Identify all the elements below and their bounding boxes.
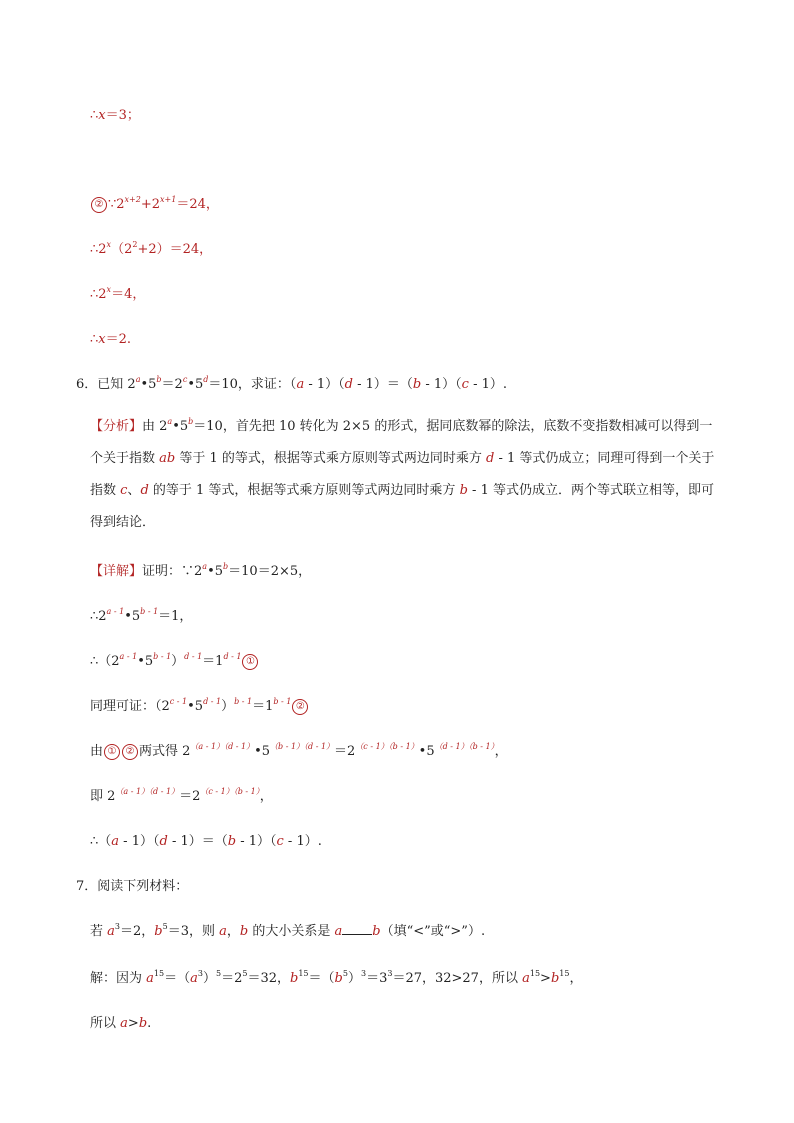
var: a: [107, 924, 115, 939]
exponent: （a - 1）（d - 1）: [190, 742, 255, 751]
text: ）: [347, 971, 361, 986]
text: .: [147, 1016, 152, 1031]
var: x: [98, 108, 106, 123]
text: - 1）（: [421, 377, 462, 392]
exponent: a: [202, 562, 208, 571]
text: - 1）＝（: [352, 377, 413, 392]
exponent: （d - 1）（b - 1）: [434, 742, 495, 751]
text: ∴2: [90, 287, 107, 302]
text: ，: [226, 924, 240, 939]
answer-blank: [342, 922, 372, 935]
text: - 1）（: [236, 834, 277, 849]
exponent: d: [203, 375, 209, 384]
circled-number: ①: [104, 744, 120, 760]
exponent: 5: [162, 922, 168, 931]
text: - 1 等式仍成立；同理可得到一个关于指数: [90, 451, 715, 498]
text: 等于 1 的等式，根据等式乘方原则等式两边同时乘方: [175, 451, 487, 466]
text: ＝2: [179, 789, 201, 804]
exponent: 5: [342, 969, 348, 978]
text: ，: [569, 971, 583, 986]
var: a: [522, 971, 530, 986]
exponent: 2: [132, 240, 138, 249]
exponent: 15: [559, 969, 570, 978]
text: >: [127, 1016, 139, 1031]
text: 的等于 1 等式，根据等式乘方原则等式两边同时乘方: [148, 483, 460, 498]
text: ＝10，求证：（: [208, 377, 297, 392]
q7-title: [76, 875, 188, 894]
text: ∴: [90, 108, 99, 123]
text: 证明：∵2: [142, 564, 203, 579]
var: a: [111, 834, 120, 849]
text: +2: [140, 197, 161, 212]
text: - 1 等式仍成立．两个等式联立相等，即可得到结论．: [90, 483, 714, 530]
question-number: 7．: [76, 879, 98, 894]
var: d: [486, 451, 495, 466]
detail-line-5: [90, 740, 508, 760]
text: ＝32，: [247, 971, 290, 986]
var: c: [276, 834, 284, 849]
text: 即 2: [90, 789, 116, 804]
exponent: 3: [360, 969, 367, 978]
text: ）: [171, 654, 185, 669]
exponent: b: [156, 375, 162, 384]
text: ）: [202, 971, 216, 986]
exponent: 5: [215, 969, 222, 978]
text: 、: [127, 483, 141, 498]
text: ＝1，: [158, 609, 193, 624]
var: a: [219, 924, 227, 939]
text: •5: [207, 564, 224, 579]
text: ＝（: [308, 971, 335, 986]
exponent: c: [182, 375, 188, 384]
var: b: [412, 377, 422, 392]
exponent: x: [106, 240, 112, 249]
var: b: [334, 971, 343, 986]
exponent: （a - 1）（d - 1）: [115, 787, 180, 796]
q6-statement: [76, 373, 507, 392]
var: d: [344, 377, 353, 392]
exponent: b - 1: [234, 697, 253, 706]
var: b: [290, 971, 299, 986]
text: - 1）（: [304, 377, 345, 392]
exponent: （b - 1）（d - 1）: [270, 742, 335, 751]
exponent: x: [106, 285, 112, 294]
text: ＝2: [221, 971, 243, 986]
var: c: [120, 483, 128, 498]
circled-number: ①: [242, 654, 258, 670]
exponent: 15: [529, 969, 541, 978]
text: ＝2，: [120, 924, 155, 939]
exponent: b: [188, 417, 194, 426]
detail-line-3: [90, 650, 259, 670]
var: d: [140, 483, 149, 498]
text: （填“<”或“>”）.: [380, 924, 486, 939]
circled-number: ②: [122, 744, 138, 760]
exponent: b - 1: [140, 607, 159, 616]
exponent: b: [223, 562, 229, 571]
text: •5: [254, 744, 271, 759]
var: a: [190, 971, 198, 986]
text: - 1）＝（: [167, 834, 228, 849]
exponent: b - 1: [273, 697, 292, 706]
exponent: d - 1: [203, 697, 222, 706]
var: c: [461, 377, 469, 392]
var: b: [239, 924, 249, 939]
exponent: a: [167, 417, 173, 426]
text: ＝1: [252, 699, 274, 714]
exponent: （c - 1）（b - 1）: [355, 742, 419, 751]
exponent: d - 1: [223, 652, 242, 661]
analysis-tag: 【分析】: [90, 419, 143, 434]
text: ＝10，首先把 10 转化为 2×5 的形式，据同底数幂的除法，底数不变指数相减可以得到一个关于指数: [90, 419, 713, 466]
text: （2: [111, 242, 133, 257]
exponent: c - 1: [169, 697, 188, 706]
exponent: d - 1: [184, 652, 203, 661]
detail-line-1: [90, 560, 311, 579]
q5-line-4: [90, 283, 145, 302]
text: 同理可证：（2: [90, 699, 170, 714]
text: •5: [172, 419, 189, 434]
q7-material-line-1: [90, 920, 485, 939]
exponent: 5: [242, 969, 248, 978]
exponent: 3: [114, 922, 120, 931]
text: ，: [259, 789, 273, 804]
text: 若: [90, 924, 108, 939]
text: >: [540, 971, 551, 986]
text: ＝（: [164, 971, 191, 986]
text: 由: [90, 744, 104, 759]
var: a: [334, 924, 343, 939]
q5-line-3: [90, 238, 212, 257]
var: a: [146, 971, 154, 986]
text: ∴（: [90, 834, 112, 849]
text: - 1）.: [283, 834, 322, 849]
var: b: [372, 924, 381, 939]
var: b: [227, 834, 237, 849]
text: •5: [187, 699, 204, 714]
text: •5: [137, 654, 154, 669]
text: ∴: [90, 332, 99, 347]
text: •5: [140, 377, 157, 392]
text: ＝2: [161, 377, 183, 392]
text: ∴2: [90, 242, 107, 257]
exponent: a - 1: [119, 652, 138, 661]
q5-line-1: [90, 104, 140, 123]
var: b: [550, 971, 560, 986]
text: +2）＝24，: [137, 242, 213, 257]
text: 所以: [90, 1016, 121, 1031]
text: 已知 2: [97, 377, 136, 392]
detail-line-2: [90, 605, 192, 624]
text: ＝3: [366, 971, 388, 986]
text: ＝3；: [105, 108, 140, 123]
text: •5: [124, 609, 141, 624]
text: •5: [187, 377, 204, 392]
var: ab: [159, 451, 176, 466]
text: 阅读下列材料：: [97, 879, 189, 894]
text: - 1）.: [468, 377, 508, 392]
text: ＝24，: [176, 197, 219, 212]
q7-material-line-3: [90, 1012, 151, 1031]
text: 由 2: [142, 419, 168, 434]
text: ∵2: [108, 197, 125, 212]
analysis-paragraph: [90, 411, 715, 539]
text: ，: [494, 744, 508, 759]
var: x: [98, 332, 106, 347]
text: •5: [418, 744, 435, 759]
exponent: x+1: [160, 195, 177, 204]
exponent: 15: [298, 969, 309, 978]
detail-line-4: [90, 695, 309, 715]
exponent: b - 1: [153, 652, 172, 661]
text: ∴2: [90, 609, 107, 624]
text: 解：因为: [90, 971, 147, 986]
text: ＝4，: [111, 287, 146, 302]
exponent: 3: [387, 969, 393, 978]
text: - 1）（: [119, 834, 160, 849]
exponent: 3: [197, 969, 203, 978]
text: ）: [221, 699, 235, 714]
var: b: [154, 924, 163, 939]
detail-tag: 【详解】: [90, 564, 143, 579]
text: ∴（2: [90, 654, 120, 669]
exponent: a: [135, 375, 141, 384]
var: a: [296, 377, 305, 392]
text: ＝27，32>27，所以: [392, 971, 523, 986]
text: ＝2.: [105, 332, 132, 347]
q5-line-5: [90, 328, 131, 347]
q5-line-2: [90, 193, 219, 213]
circled-number: ②: [91, 197, 107, 213]
text: 的大小关系是: [248, 924, 335, 939]
q7-material-line-2: [90, 967, 582, 986]
text: ＝2: [334, 744, 356, 759]
var: b: [138, 1016, 148, 1031]
exponent: a - 1: [106, 607, 125, 616]
circled-number: ②: [292, 699, 308, 715]
var: d: [159, 834, 168, 849]
var: a: [120, 1016, 128, 1031]
exponent: 15: [153, 969, 165, 978]
text: 两式得 2: [139, 744, 191, 759]
detail-line-7: [90, 830, 322, 849]
exponent: x+2: [124, 195, 141, 204]
exponent: （c - 1）（b - 1）: [200, 787, 260, 796]
text: ＝1: [202, 654, 224, 669]
text: ＝3，则: [167, 924, 220, 939]
detail-line-6: [90, 785, 273, 804]
question-number: 6．: [76, 377, 98, 392]
text: ＝10＝2×5，: [228, 564, 312, 579]
var: b: [459, 483, 468, 498]
